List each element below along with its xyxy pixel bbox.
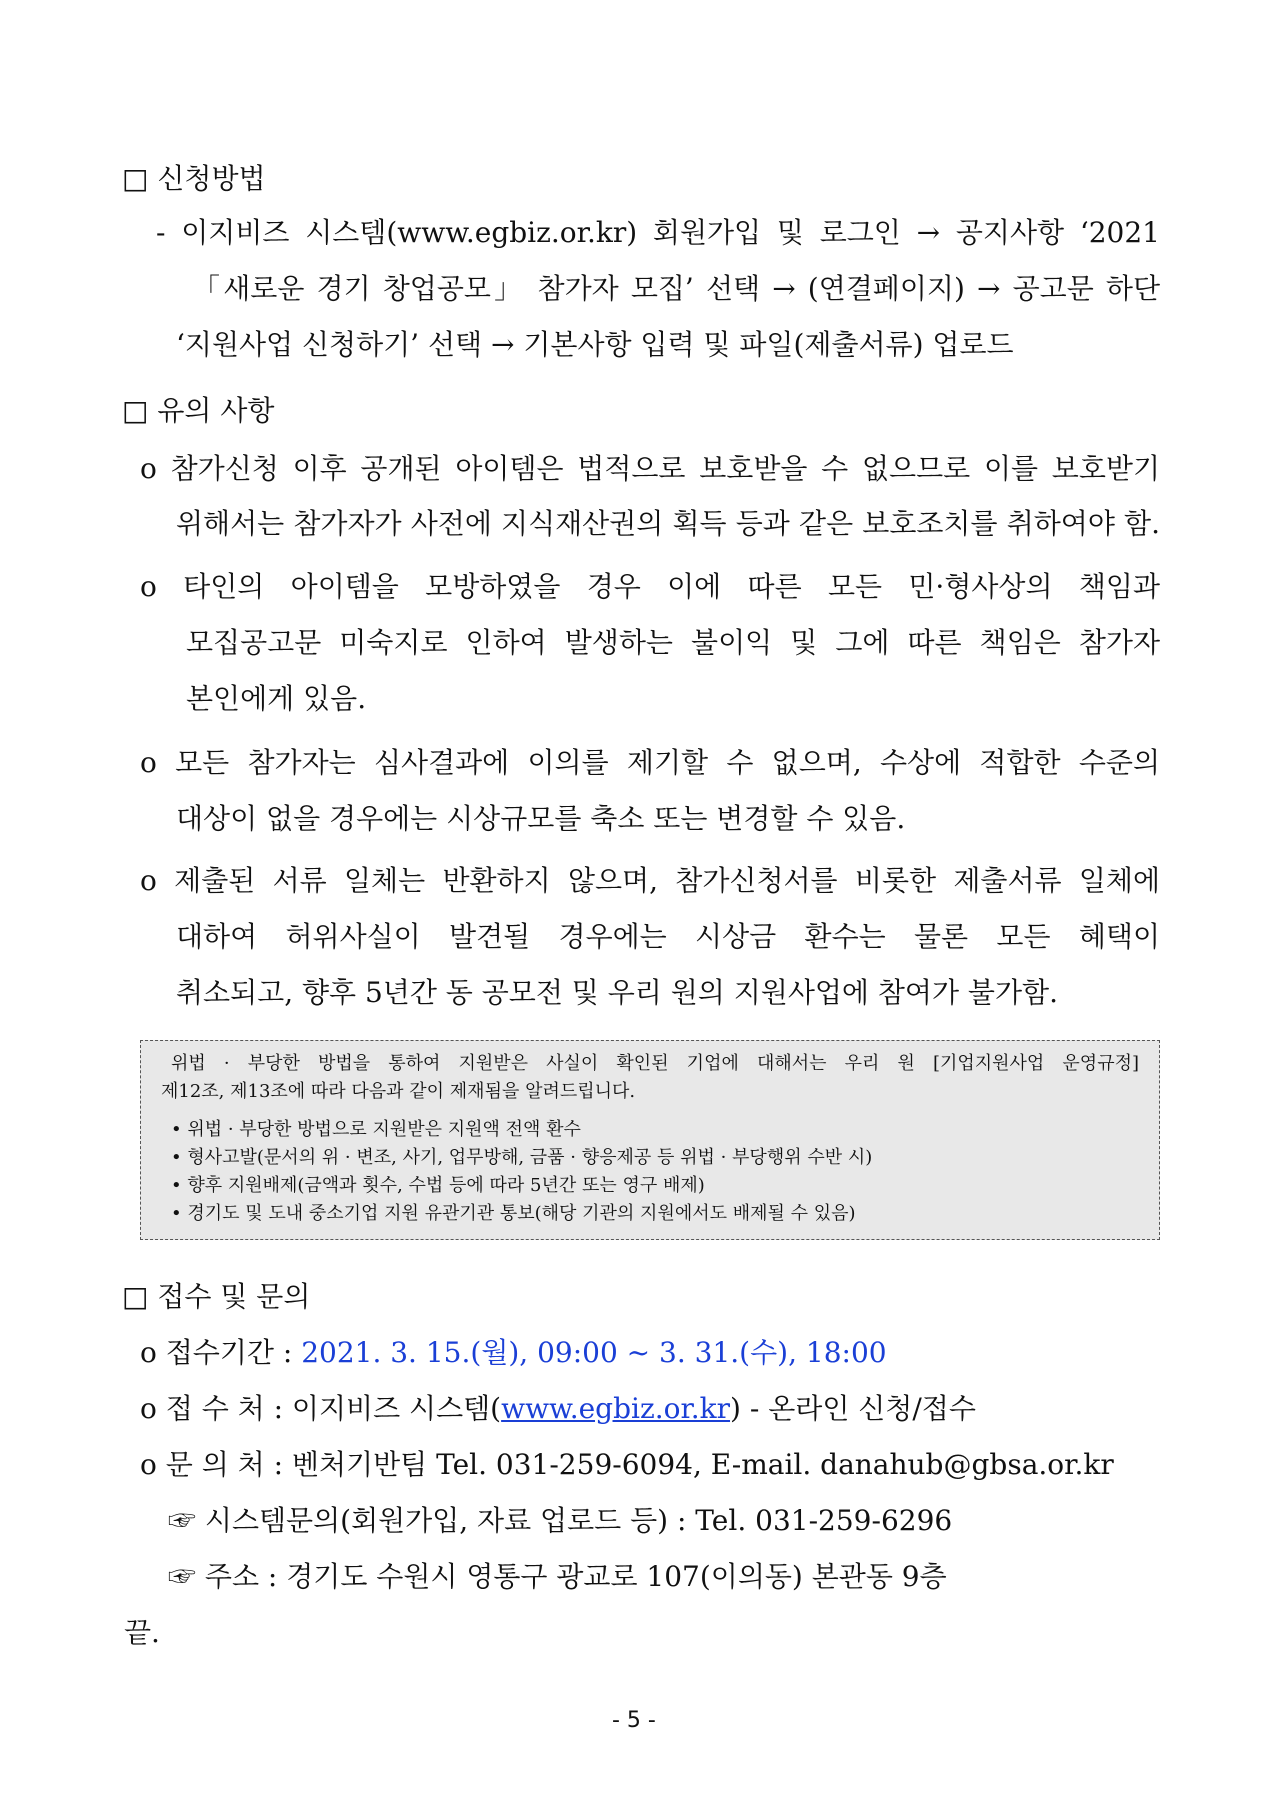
precaution-3-line-1: o 모든 참가자는 심사결과에 이의를 제기할 수 없으며, 수상에 적합한 수준의 [140,746,1160,779]
inquiry-contact: o 문 의 처 : 벤처기반팀 Tel. 031-259-6094, E-mail. danahub@gbsa.or.kr [140,1448,1114,1481]
egbiz-link[interactable]: www.egbiz.or.kr [501,1392,731,1425]
system-inquiry: ☞ 시스템문의(회원가입, 자료 업로드 등) : Tel. 031-259-6296 [168,1504,953,1537]
precaution-2-line-3: 본인에게 있음. [186,682,367,715]
precaution-3-line-2: 대상이 없을 경우에는 시상규모를 축소 또는 변경할 수 있음. [176,802,906,835]
reception-period [140,1334,887,1372]
reception-period-label: o 접수기간 : [140,1336,302,1369]
precaution-4-line-1: o 제출된 서류 일체는 반환하지 않으며, 참가신청서를 비롯한 제출서류 일체에 [140,864,1160,897]
page-number: - 5 - [612,1708,656,1733]
precaution-2-line-2: 모집공고문 미숙지로 인하여 발생하는 불이익 및 그에 따른 책임은 참가자 [186,626,1160,659]
address: ☞ 주소 : 경기도 수원시 영통구 광교로 107(이의동) 본관동 9층 [168,1560,947,1593]
notice-bullet-1: • 위법 · 부당한 방법으로 지원받은 지원액 전액 환수 [171,1119,581,1140]
end-mark: 끝. [124,1616,160,1649]
notice-paragraph-line-2: 제12조, 제13조에 따라 다음과 같이 제재됨을 알려드립니다. [161,1081,636,1102]
sanction-notice-box [140,1040,1160,1240]
notice-bullet-3: • 향후 지원배제(금액과 횟수, 수법 등에 따라 5년간 또는 영구 배제) [171,1175,705,1196]
notice-paragraph-line-1: 위법 · 부당한 방법을 통하여 지원받은 사실이 확인된 기업에 대해서는 우리 원 [기업지원사업 운영규정] [171,1053,1139,1074]
application-method-line-1: - 이지비즈 시스템(www.egbiz.or.kr) 회원가입 및 로그인 → 공지사항 ‘2021 [156,216,1160,249]
reception-period-value: 2021. 3. 15.(월), 09:00 ~ 3. 31.(수), 18:00 [301,1336,887,1369]
application-method-line-3: ‘지원사업 신청하기’ 선택 → 기본사항 입력 및 파일(제출서류) 업로드 [176,328,1014,361]
precaution-4-line-2: 대하여 허위사실이 발견될 경우에는 시상금 환수는 물론 모든 혜택이 [176,920,1160,953]
section-heading-reception: □ 접수 및 문의 [122,1280,311,1313]
reception-place [140,1390,976,1428]
reception-place-rest: ) - 온라인 신청/접수 [730,1392,976,1425]
precaution-1-line-1: o 참가신청 이후 공개된 아이템은 법적으로 보호받을 수 없으므로 이를 보호받기 [140,452,1160,485]
section-heading-precautions: □ 유의 사항 [122,394,275,427]
notice-bullet-2: • 형사고발(문서의 위 · 변조, 사기, 업무방해, 금품 · 향응제공 등 위법 · 부당행위 수반 시) [171,1147,873,1168]
reception-place-label: o 접 수 처 : 이지비즈 시스템( [140,1392,502,1425]
application-method-line-2: 「새로운 경기 창업공모」 참가자 모집’ 선택 → (연결페이지) → 공고문 하단 [192,272,1160,305]
precaution-4-line-3: 취소되고, 향후 5년간 동 공모전 및 우리 원의 지원사업에 참여가 불가함. [176,976,1058,1009]
precaution-2-line-1: o 타인의 아이템을 모방하였을 경우 이에 따른 모든 민·형사상의 책임과 [140,570,1160,603]
section-heading-application-method: □ 신청방법 [122,162,266,195]
precaution-1-line-2: 위해서는 참가자가 사전에 지식재산권의 획득 등과 같은 보호조치를 취하여야 함. [176,507,1160,540]
notice-bullet-4: • 경기도 및 도내 중소기업 지원 유관기관 통보(해당 기관의 지원에서도 배제될 수 있음) [171,1203,856,1224]
